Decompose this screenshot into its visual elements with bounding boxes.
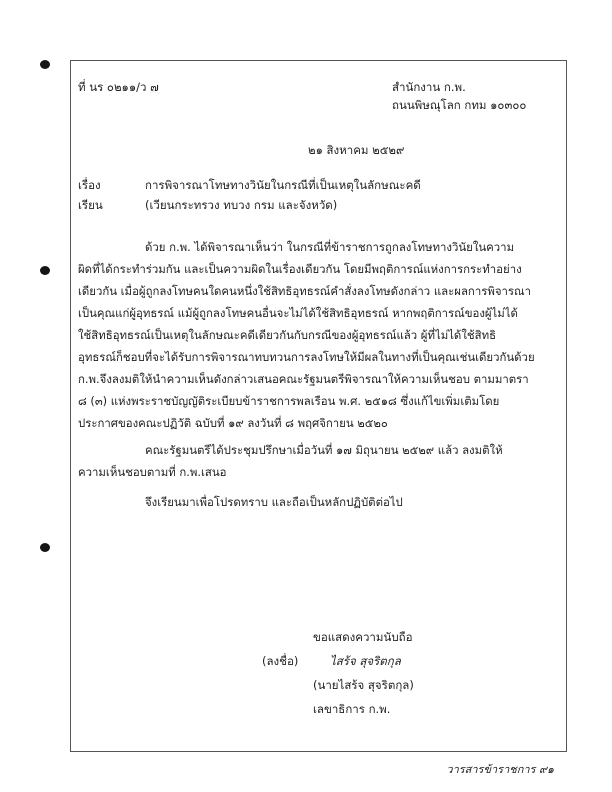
paragraph-1-line: ๘ (๓) แห่งพระราชบัญญัติระเบียบข้าราชการพลเรือน พ.ศ. ๒๕๑๘ ซึ่งแก้ไขเพิ่มเติมโดย — [78, 394, 500, 408]
paragraph-1-line: เดียวกัน เมื่อผู้ถูกลงโทษคนใดคนหนึ่งใช้สิทธิอุทธรณ์คำสั่งลงโทษดังกล่าว และผลการพิจารณา — [78, 284, 531, 298]
reference-number: ที่ นร ๐๒๑๑/ว ๗ — [78, 80, 159, 94]
publication-footer: วารสารข้าราชการ ๙๑ — [446, 763, 554, 776]
paragraph-1-line: ประกาศของคณะปฏิวัติ ฉบับที่ ๑๙ ลงวันที่ ๘ พฤศจิกายน ๒๕๒๐ — [78, 416, 388, 430]
paragraph-1-line: อุทธรณ์ก็ชอบที่จะได้รับการพิจารณาทบทวนการลงโทษให้มีผลในทางที่เป็นคุณเช่นเดียวกันด้วย — [78, 350, 535, 364]
paragraph-3: จึงเรียนมาเพื่อโปรดทราบ และถือเป็นหลักปฏิบัติต่อไป — [145, 495, 403, 509]
subject-text: การพิจารณาโทษทางวินัยในกรณีที่เป็นเหตุในลักษณะคดี — [145, 178, 421, 192]
closing-salutation: ขอแสดงความนับถือ — [313, 630, 413, 644]
signatory-position: เลขาธิการ ก.พ. — [313, 702, 391, 716]
paragraph-2-line: คณะรัฐมนตรีได้ประชุมปรึกษาเมื่อวันที่ ๑๗ มิถุนายน ๒๕๒๙ แล้ว ลงมติให้ — [145, 443, 503, 457]
punch-hole-top — [40, 60, 50, 69]
paragraph-2-line: ความเห็นชอบตามที่ ก.พ.เสนอ — [78, 465, 227, 479]
office-address: ถนนพิษณุโลก กทม ๑๐๓๐๐ — [392, 98, 527, 112]
punch-hole-bottom — [40, 543, 50, 552]
punch-hole-middle — [40, 266, 50, 275]
signed-name: ไสร้จ สุจริตกุล — [330, 654, 401, 668]
paragraph-1-line: ใช้สิทธิอุทธรณ์เป็นเหตุในลักษณะคดีเดียวกันกับกรณีของผู้อุทธรณ์แล้ว ผู้ที่ไม่ได้ใช้สิทธิ — [78, 328, 497, 342]
issuing-office: สำนักงาน ก.พ. — [392, 80, 466, 94]
paragraph-1-line: ด้วย ก.พ. ได้พิจารณาเห็นว่า ในกรณีที่ข้าราชการถูกลงโทษทางวินัยในความ — [145, 240, 515, 254]
paragraph-1-line: เป็นคุณแก่ผู้อุทธรณ์ แม้ผู้ถูกลงโทษคนอื่นจะไม่ได้ใช้สิทธิอุทธรณ์ หากพฤติการณ์ของผู้ไม่ได้ — [78, 306, 518, 320]
paragraph-1-line: ผิดที่ได้กระทำร่วมกัน และเป็นความผิดในเรื่องเดียวกัน โดยมีพฤติการณ์แห่งการกระทำอย่าง — [78, 262, 522, 276]
recipient-text: (เวียนกระทรวง ทบวง กรม และจังหวัด) — [145, 198, 338, 212]
recipient-label: เรียน — [78, 198, 103, 212]
letter-date: ๒๑ สิงหาคม ๒๕๒๙ — [308, 143, 405, 157]
paragraph-1-line: ก.พ.จึงลงมติให้นำความเห็นดังกล่าวเสนอคณะรัฐมนตรีพิจารณาให้ความเห็นชอบ ตามมาตรา — [78, 372, 529, 386]
subject-label: เรื่อง — [78, 178, 101, 192]
signatory-full-name: (นายไสร้จ สุจริตกุล) — [313, 678, 414, 692]
signed-label: (ลงชื่อ) — [262, 654, 299, 668]
